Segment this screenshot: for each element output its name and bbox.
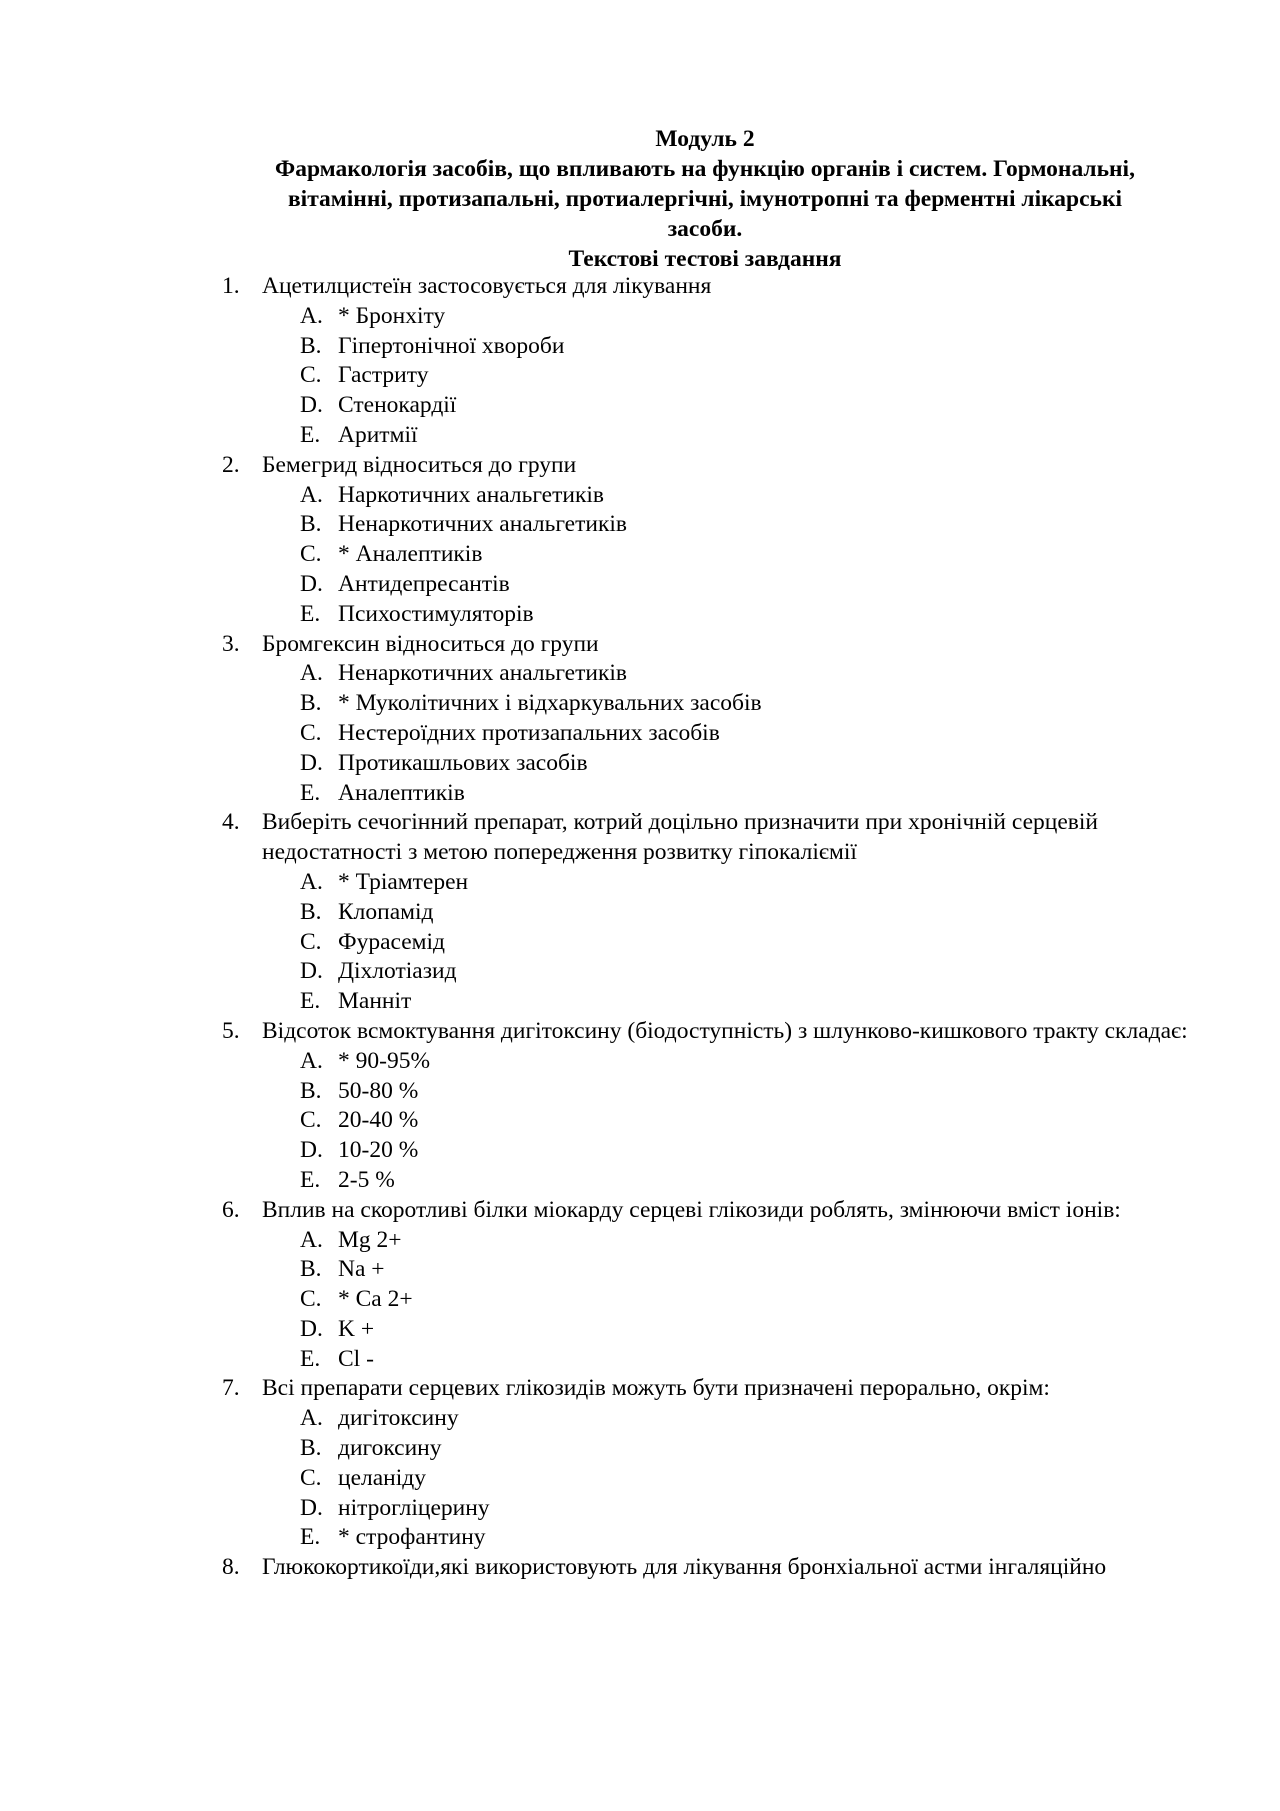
option-letter: E. [300,779,321,806]
option-text: Нестероїдних протизапальних засобів [338,719,720,746]
answer-option [0,332,1280,362]
document-header [222,124,1188,274]
question [0,1553,1190,1583]
option-letter: D. [300,749,323,776]
option-text: дигітоксину [338,1405,459,1432]
option-letter: A. [300,481,323,508]
answer-option [0,957,1280,987]
answer-option [0,391,1280,421]
option-text: 20-40 % [338,1107,419,1134]
option-text: Ненаркотичних анальгетиків [338,660,627,687]
option-text: Аритмії [338,421,418,448]
option-letter: B. [300,690,322,717]
answer-option [0,1285,1280,1315]
question-list [0,272,1280,1583]
option-letter: A. [300,1047,323,1074]
question-text: Ацетилцистеїн застосовується для лікування [262,273,712,299]
question-number: 2. [222,451,240,478]
option-letter: A. [300,868,323,895]
answer-option [0,779,1280,809]
answer-option [0,1255,1280,1285]
topic-title-line-3: засоби. [667,216,743,242]
option-text: Ненаркотичних анальгетиків [338,511,627,538]
option-letter: C. [300,1107,322,1134]
answer-option [0,1047,1280,1077]
option-text: Стенокардії [338,392,457,419]
option-letter: B. [300,511,322,538]
option-text: 50-80 % [338,1077,419,1104]
option-text: Фурасемід [338,928,446,955]
answer-option [0,1315,1280,1345]
option-letter: D. [300,570,323,597]
question-text: Бромгексин відноситься до групи [262,630,599,657]
option-letter: C. [300,928,322,955]
answer-option [0,1523,1280,1553]
option-text: * Аналептиків [338,541,483,568]
option-letter: B. [300,1077,322,1104]
topic-title-line-1: Фармакологія засобів, що впливають на функцію органів і систем. Гормональні, [275,156,1135,182]
question-number: 5. [222,1017,240,1044]
answer-option [0,481,1280,511]
option-text: 10-20 % [338,1137,419,1164]
answer-option [0,570,1280,600]
option-text: Протикашльових засобів [338,749,588,776]
option-letter: D. [300,1494,323,1521]
section-subtitle: Текстові тестові завдання [568,246,842,272]
answer-option [0,659,1280,689]
question [0,451,1190,481]
answer-option [0,1434,1280,1464]
option-letter: E. [300,1345,321,1372]
option-letter: C. [300,1286,322,1313]
option-text: Mg 2+ [338,1226,402,1253]
option-text: Клопамід [338,898,434,925]
answer-option [0,987,1280,1017]
option-text: Антидепресантів [338,570,510,597]
answer-option [0,689,1280,719]
option-letter: D. [300,392,323,419]
answer-option [0,868,1280,898]
answer-option [0,540,1280,570]
answer-option [0,361,1280,391]
question [0,630,1190,660]
question-number: 8. [222,1554,240,1581]
option-text: Na + [338,1256,385,1283]
question-number: 4. [222,809,240,836]
option-text: Психостимуляторів [338,600,534,627]
answer-option [0,1077,1280,1107]
question [0,808,1190,868]
option-text: Наркотичних анальгетиків [338,481,604,508]
option-letter: E. [300,988,321,1015]
option-letter: D. [300,1315,323,1342]
option-text: Манніт [338,988,412,1015]
question-text: Виберіть сечогінний препарат, котрий доцільно призначити при хронічній серцевій недостатності з метою попередження розвитку гіпокаліємії [262,809,1098,866]
option-letter: E. [300,421,321,448]
answer-option [0,1136,1280,1166]
option-letter: C. [300,719,322,746]
option-letter: B. [300,1435,322,1462]
question [0,272,1190,302]
option-text: Гастриту [338,362,429,389]
answer-option [0,600,1280,630]
option-text: * строфантину [338,1524,486,1551]
answer-option [0,302,1280,332]
option-letter: D. [300,958,323,985]
option-letter: D. [300,1137,323,1164]
question-number: 6. [222,1196,240,1223]
option-text: * 90-95% [338,1047,431,1074]
option-letter: A. [300,1405,323,1432]
answer-option [0,1106,1280,1136]
answer-option [0,1404,1280,1434]
option-text: Діхлотіазид [338,958,457,985]
question-text: Вплив на скоротливі білки міокарду серцеві глікозиди роблять, змінюючи вміст іонів: [262,1196,1121,1223]
option-letter: A. [300,1226,323,1253]
question-number: 3. [222,630,240,657]
answer-option [0,1464,1280,1494]
answer-option [0,1494,1280,1524]
answer-option [0,510,1280,540]
question-text: Глюкокортикоїди,які використовують для лікування бронхіальної астми інгаляційно [262,1554,1107,1581]
answer-option [0,1166,1280,1196]
answer-option [0,1226,1280,1256]
option-letter: B. [300,332,322,359]
option-letter: C. [300,362,322,389]
option-text: * Ca 2+ [338,1286,413,1313]
question-text: Відсоток всмоктування дигітоксину (біодоступність) з шлунково-кишкового тракту складає: [262,1017,1188,1044]
option-text: K + [338,1315,375,1342]
question-text: Всі препарати серцевих глікозидів можуть бути призначені перорально, окрім: [262,1375,1050,1402]
option-letter: E. [300,1166,321,1193]
option-text: Аналептиків [338,779,465,806]
option-text: * Бронхіту [338,302,446,329]
option-text: * Муколітичних і відхаркувальних засобів [338,690,762,717]
answer-option [0,421,1280,451]
option-text: * Тріамтерен [338,868,469,895]
question [0,1017,1190,1047]
answer-option [0,898,1280,928]
option-text: нітрогліцерину [338,1494,490,1521]
answer-option [0,719,1280,749]
answer-option [0,749,1280,779]
option-letter: A. [300,660,323,687]
answer-option [0,1345,1280,1375]
question-number: 1. [222,273,240,299]
question-text: Бемегрид відноситься до групи [262,451,577,478]
option-letter: E. [300,600,321,627]
option-letter: C. [300,541,322,568]
option-text: дигоксину [338,1435,442,1462]
option-text: целаніду [338,1464,426,1491]
topic-title-line-2: вітамінні, протизапальні, протиалергічні, імунотропні та ферментні лікарські [287,186,1123,212]
option-letter: B. [300,898,322,925]
option-text: Гіпертонічної хвороби [338,332,565,359]
answer-option [0,928,1280,958]
option-letter: A. [300,302,323,329]
option-text: Cl - [338,1345,374,1372]
option-letter: B. [300,1256,322,1283]
question-number: 7. [222,1375,240,1402]
module-title: Модуль 2 [655,126,755,152]
question [0,1374,1190,1404]
option-letter: C. [300,1464,322,1491]
question [0,1196,1190,1226]
option-letter: E. [300,1524,321,1551]
option-text: 2-5 % [338,1166,395,1193]
